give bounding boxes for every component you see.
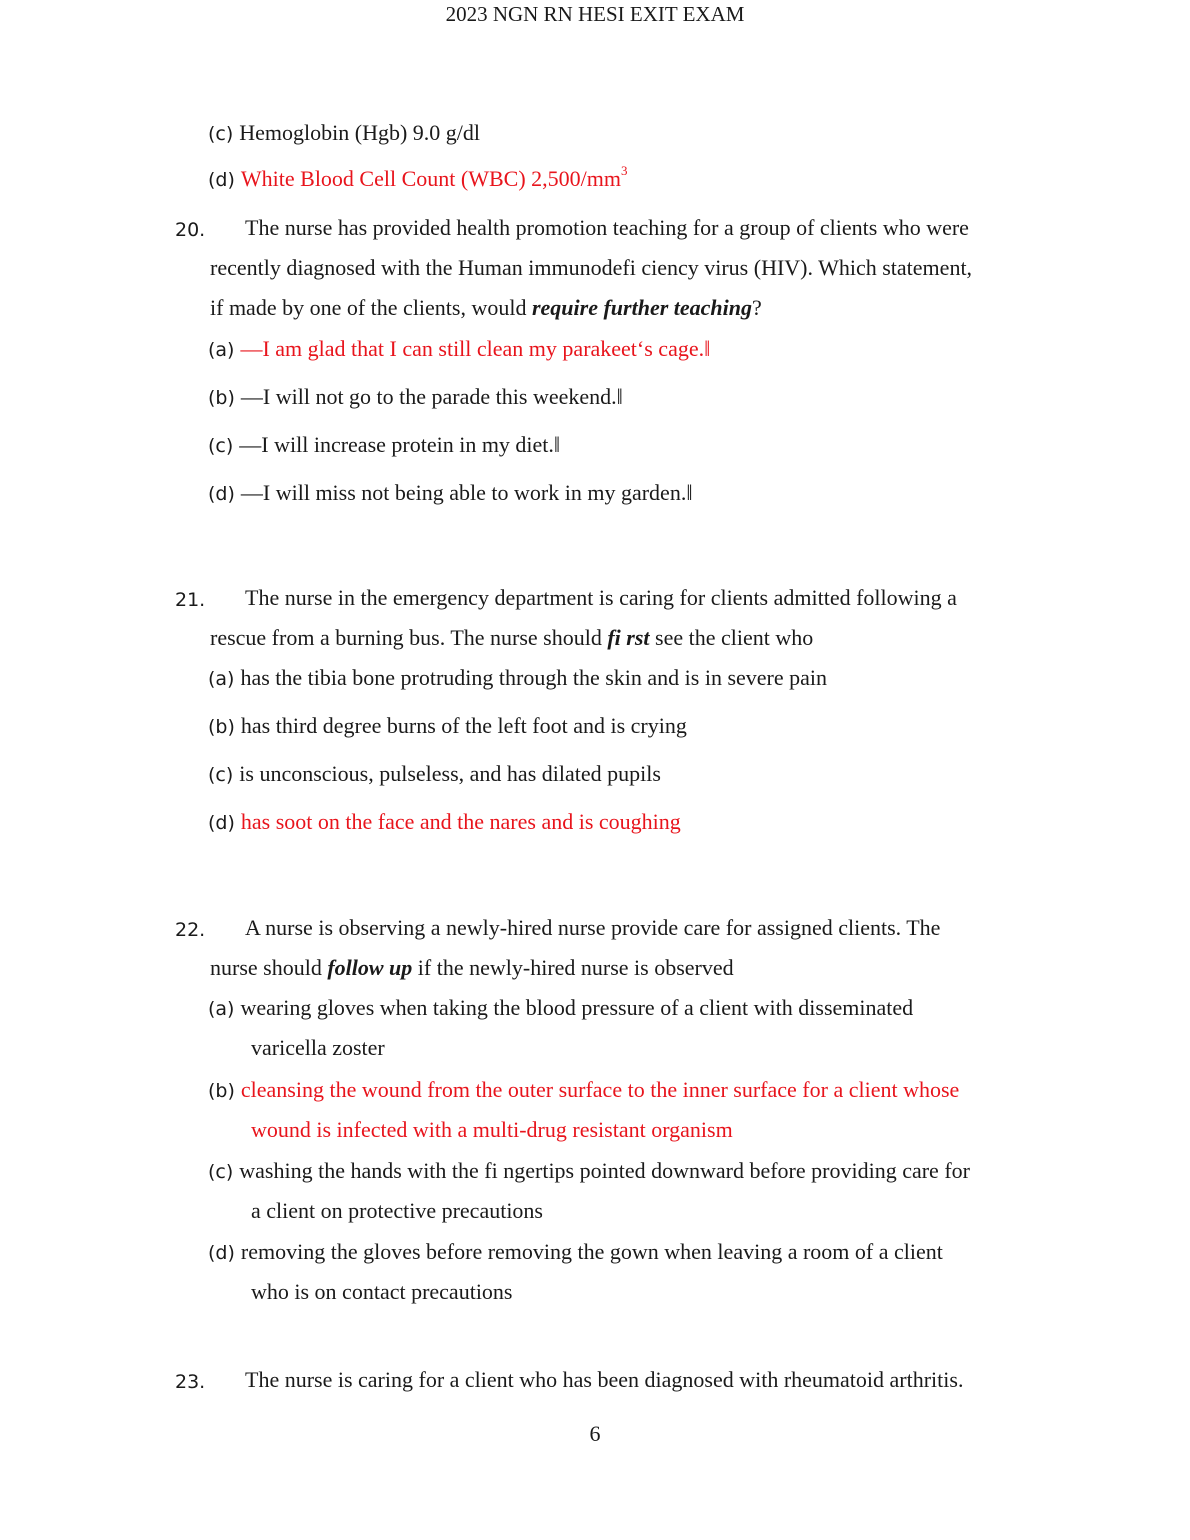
stem-text: nurse should bbox=[210, 955, 328, 980]
option-21d bbox=[208, 809, 681, 835]
option-21b bbox=[208, 713, 687, 739]
option-label: (c) bbox=[208, 435, 234, 457]
option-20b bbox=[208, 384, 623, 410]
option-text: wearing gloves when taking the blood pressure of a client with disseminated bbox=[240, 995, 914, 1020]
option-label: (d) bbox=[208, 1242, 235, 1264]
option-label: (d) bbox=[208, 169, 235, 191]
option-22d-continuation: who is on contact precautions bbox=[251, 1279, 513, 1304]
question-20-stem-line-2: recently diagnosed with the Human immunodefi ciency virus (HIV). Which statement, bbox=[210, 255, 973, 280]
option-21c bbox=[208, 761, 661, 787]
option-label: (b) bbox=[208, 387, 235, 409]
question-20-stem-line-1: The nurse has provided health promotion teaching for a group of clients who were bbox=[245, 215, 969, 240]
option-label: (b) bbox=[208, 1080, 235, 1102]
question-number-22: 22. bbox=[175, 919, 206, 941]
option-text: —I will increase protein in my diet.‖ bbox=[239, 432, 561, 457]
option-22c bbox=[208, 1158, 970, 1184]
question-number-23: 23. bbox=[175, 1371, 206, 1393]
option-text: White Blood Cell Count (WBC) 2,500/mm bbox=[240, 166, 621, 191]
question-23-stem-line-1: The nurse is caring for a client who has been diagnosed with rheumatoid arthritis. bbox=[245, 1367, 964, 1392]
option-text: is unconscious, pulseless, and has dilated pupils bbox=[239, 761, 661, 786]
question-number-21: 21. bbox=[175, 589, 206, 611]
option-text: has the tibia bone protruding through the skin and is in severe pain bbox=[240, 665, 828, 690]
question-number-20: 20. bbox=[175, 219, 206, 241]
option-19d bbox=[208, 163, 628, 192]
option-label: (c) bbox=[208, 123, 234, 145]
option-text: has third degree burns of the left foot and is crying bbox=[240, 713, 687, 738]
option-22a bbox=[208, 995, 913, 1021]
stem-text: rescue from a burning bus. The nurse should bbox=[210, 625, 608, 650]
superscript: 3 bbox=[620, 163, 628, 178]
option-19c bbox=[208, 120, 480, 146]
page-number: 6 bbox=[589, 1421, 601, 1446]
stem-emphasis: follow up bbox=[327, 955, 413, 980]
question-21-stem-line-2 bbox=[210, 625, 813, 651]
question-21-stem-line-1: The nurse in the emergency department is caring for clients admitted following a bbox=[245, 585, 957, 610]
option-text-correct: has soot on the face and the nares and is coughing bbox=[240, 809, 681, 834]
option-text: removing the gloves before removing the gown when leaving a room of a client bbox=[240, 1239, 943, 1264]
option-label: (c) bbox=[208, 1161, 234, 1183]
option-22c-continuation: a client on protective precautions bbox=[251, 1198, 543, 1223]
stem-emphasis: fi rst bbox=[607, 625, 650, 650]
option-label: (d) bbox=[208, 812, 235, 834]
option-20a bbox=[208, 336, 710, 362]
option-text: washing the hands with the fi ngertips pointed downward before providing care for bbox=[239, 1158, 970, 1183]
option-label: (d) bbox=[208, 483, 235, 505]
question-22-stem-line-1: A nurse is observing a newly-hired nurse provide care for assigned clients. The bbox=[245, 915, 941, 940]
option-21a bbox=[208, 665, 827, 691]
option-22a-continuation: varicella zoster bbox=[251, 1035, 385, 1060]
option-label: (a) bbox=[208, 998, 235, 1020]
option-label: (b) bbox=[208, 716, 235, 738]
option-text-correct bbox=[240, 163, 628, 191]
option-label: (a) bbox=[208, 668, 235, 690]
stem-emphasis: require further teaching bbox=[531, 295, 753, 320]
option-text-correct: cleansing the wound from the outer surface to the inner surface for a client whose bbox=[240, 1077, 960, 1102]
stem-text: if the newly-hired nurse is observed bbox=[412, 955, 734, 980]
stem-text: see the client who bbox=[649, 625, 814, 650]
option-label: (c) bbox=[208, 764, 234, 786]
option-22d bbox=[208, 1239, 943, 1265]
option-20d bbox=[208, 480, 693, 506]
option-text: Hemoglobin (Hgb) 9.0 g/dl bbox=[239, 120, 481, 145]
option-22b-continuation: wound is infected with a multi-drug resistant organism bbox=[251, 1117, 733, 1142]
stem-text: if made by one of the clients, would bbox=[210, 295, 532, 320]
page-header: 2023 NGN RN HESI EXIT EXAM bbox=[445, 2, 745, 26]
option-22b bbox=[208, 1077, 959, 1103]
option-label: (a) bbox=[208, 339, 235, 361]
stem-text: ? bbox=[752, 295, 762, 320]
option-20c bbox=[208, 432, 560, 458]
option-text: —I will not go to the parade this weekend.‖ bbox=[240, 384, 623, 409]
question-22-stem-line-2 bbox=[210, 955, 734, 981]
option-text: —I will miss not being able to work in my garden.‖ bbox=[240, 480, 693, 505]
option-text-correct: —I am glad that I can still clean my parakeet‘s cage.‖ bbox=[240, 336, 711, 361]
question-20-stem-line-3 bbox=[210, 295, 762, 321]
